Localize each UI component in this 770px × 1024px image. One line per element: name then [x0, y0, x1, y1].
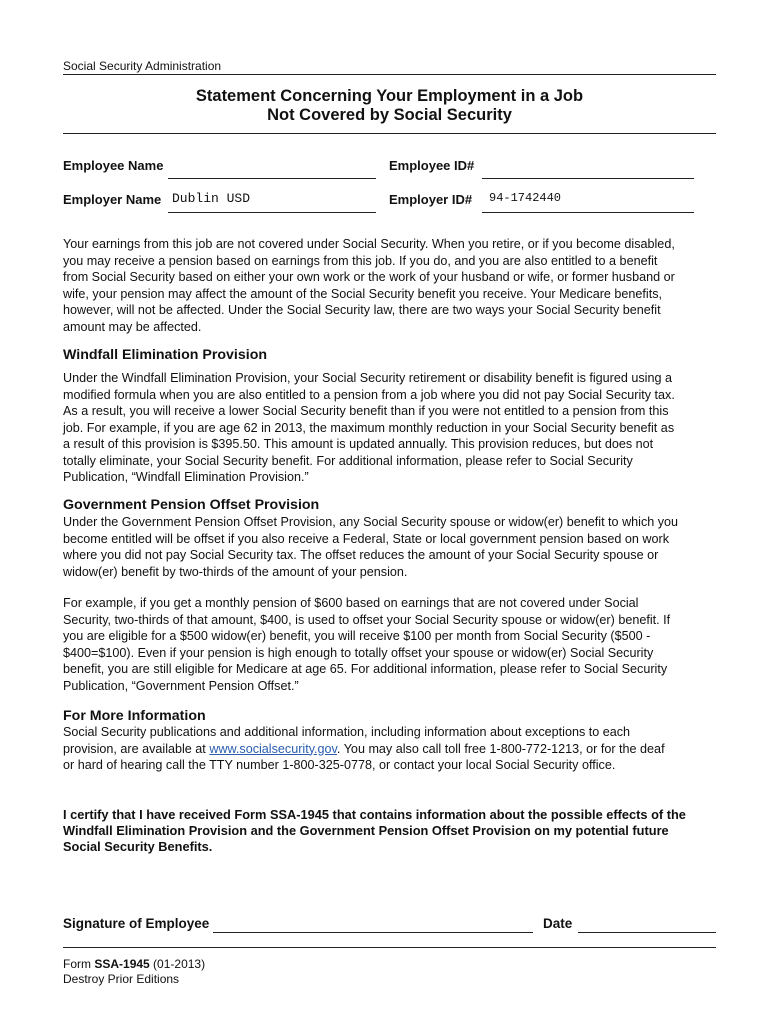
form-number: SSA-1945	[94, 957, 150, 971]
intro-line: you may receive a pension based on earnings from this job. If you do, and you are also entitled to a benefit	[63, 253, 658, 268]
employee-name-label: Employee Name	[63, 158, 164, 173]
date-label: Date	[543, 916, 573, 931]
employee-id-label: Employee ID#	[389, 158, 475, 173]
form-id-line	[63, 957, 205, 972]
gpo-line: Under the Government Pension Offset Provision, any Social Security spouse or widow(er) benefit to which you	[63, 515, 679, 529]
gpo-line: where you did not pay Social Security tax. The offset reduces the amount of your Social Security spouse or	[63, 548, 659, 562]
date-field[interactable]	[578, 932, 716, 933]
header-rule	[63, 74, 716, 75]
wep-line: a result of this provision is $395.50. This amount is updated annually. This provision reduces, but does not	[63, 437, 654, 451]
signature-field[interactable]	[213, 932, 533, 933]
more-info-heading: For More Information	[63, 708, 206, 724]
certification-line: Social Security Benefits.	[63, 839, 213, 854]
gpo-example-line: benefit, you are still eligible for Medicare at age 65. For additional information, please refer to Social Security	[63, 662, 668, 676]
more-info-paragraph	[63, 724, 718, 774]
wep-heading: Windfall Elimination Provision	[63, 347, 268, 363]
gpo-example-line: Security, two-thirds of that amount, $400, is used to offset your Social Security spouse or widow(er) benefit. If	[63, 612, 671, 627]
certification-statement	[63, 807, 723, 855]
more-info-line	[63, 741, 718, 758]
title-line-1: Statement Concerning Your Employment in a Job	[195, 87, 584, 105]
gpo-paragraph	[63, 514, 718, 580]
wep-line: totally eliminate, your Social Security benefit. For additional information, please refer to Social Security	[63, 453, 633, 468]
intro-line: wife, your pension may affect the amount of the Social Security benefit you receive. Your Medicare benefits,	[63, 286, 663, 301]
gpo-example-paragraph	[63, 595, 718, 694]
employer-id-field[interactable]: 94-1742440	[489, 191, 562, 205]
employee-name-underline	[168, 178, 376, 179]
employer-name-underline	[168, 212, 376, 213]
more-info-line: or hard of hearing call the TTY number 1-800-325-0778, or contact your local Social Security office.	[63, 758, 616, 772]
intro-line: Your earnings from this job are not covered under Social Security. When you retire, or if you become disabled,	[63, 237, 675, 251]
title-line-2: Not Covered by Social Security	[267, 106, 512, 124]
intro-paragraph	[63, 236, 718, 335]
footer-rule	[63, 947, 716, 948]
gpo-line: become entitled will be offset if you also receive a Federal, State or local government pension based on work	[63, 531, 670, 546]
certification-line: Windfall Elimination Provision and the Government Pension Offset Provision on my potential future	[63, 823, 669, 838]
employer-name-field[interactable]: Dublin USD	[172, 191, 251, 206]
intro-line: from Social Security based on either your own work or the work of your husband or wife, or former husband or	[63, 270, 675, 284]
employer-name-label: Employer Name	[63, 192, 162, 207]
intro-line: however, will not be affected. Under the Social Security law, there are two ways your Social Security benefit	[63, 303, 661, 317]
form-date: (01-2013)	[149, 957, 206, 971]
more-info-line: Social Security publications and additional information, including information about exceptions to each	[63, 725, 631, 739]
intro-line: amount may be affected.	[63, 319, 202, 334]
wep-line: modified formula when you are also entitled to a pension from a job where you did not pay Social Security tax.	[63, 387, 675, 402]
gpo-heading: Government Pension Offset Provision	[63, 497, 320, 513]
more-info-text: . You may also call toll free 1-800-772-1213, or for the deaf	[336, 741, 665, 756]
more-info-text: provision, are available at	[63, 741, 210, 756]
agency-name: Social Security Administration	[63, 59, 222, 73]
gpo-example-line: $400=$100). Even if your pension is high enough to totally offset your spouse or widow(er) Social Security	[63, 645, 654, 660]
gpo-line: widow(er) benefit by two-thirds of the amount of your pension.	[63, 564, 408, 579]
employer-id-underline	[482, 212, 694, 213]
gpo-example-line: you are eligible for a $500 widow(er) benefit, you will receive $100 per month from Social Security ($500 -	[63, 629, 651, 643]
wep-line: Publication, “Windfall Elimination Provision.”	[63, 470, 309, 484]
wep-paragraph	[63, 370, 718, 486]
form-prefix: Form	[63, 957, 95, 971]
gpo-example-line: Publication, “Government Pension Offset.”	[63, 678, 299, 693]
gpo-example-line: For example, if you get a monthly pension of $600 based on earnings that are not covered under Social	[63, 596, 639, 610]
employee-id-underline	[482, 178, 694, 179]
form-footer	[63, 957, 205, 987]
title-rule	[63, 133, 716, 134]
employer-id-label: Employer ID#	[389, 192, 473, 207]
destroy-notice: Destroy Prior Editions	[63, 972, 180, 986]
wep-line: As a result, you will receive a lower Social Security benefit than if you were not entitled to a pension from this	[63, 404, 669, 418]
ssa-website-link[interactable]: www.socialsecurity.gov	[209, 741, 337, 756]
signature-label: Signature of Employee	[63, 916, 210, 931]
certification-line: I certify that I have received Form SSA-1945 that contains information about the possible effects of the	[63, 807, 686, 822]
wep-line: Under the Windfall Elimination Provision, your Social Security retirement or disability benefit is figured using a	[63, 371, 672, 385]
wep-line: job. For example, if you are age 62 in 2013, the maximum monthly reduction in your Social Security benefit as	[63, 420, 675, 435]
page-title	[63, 87, 716, 125]
